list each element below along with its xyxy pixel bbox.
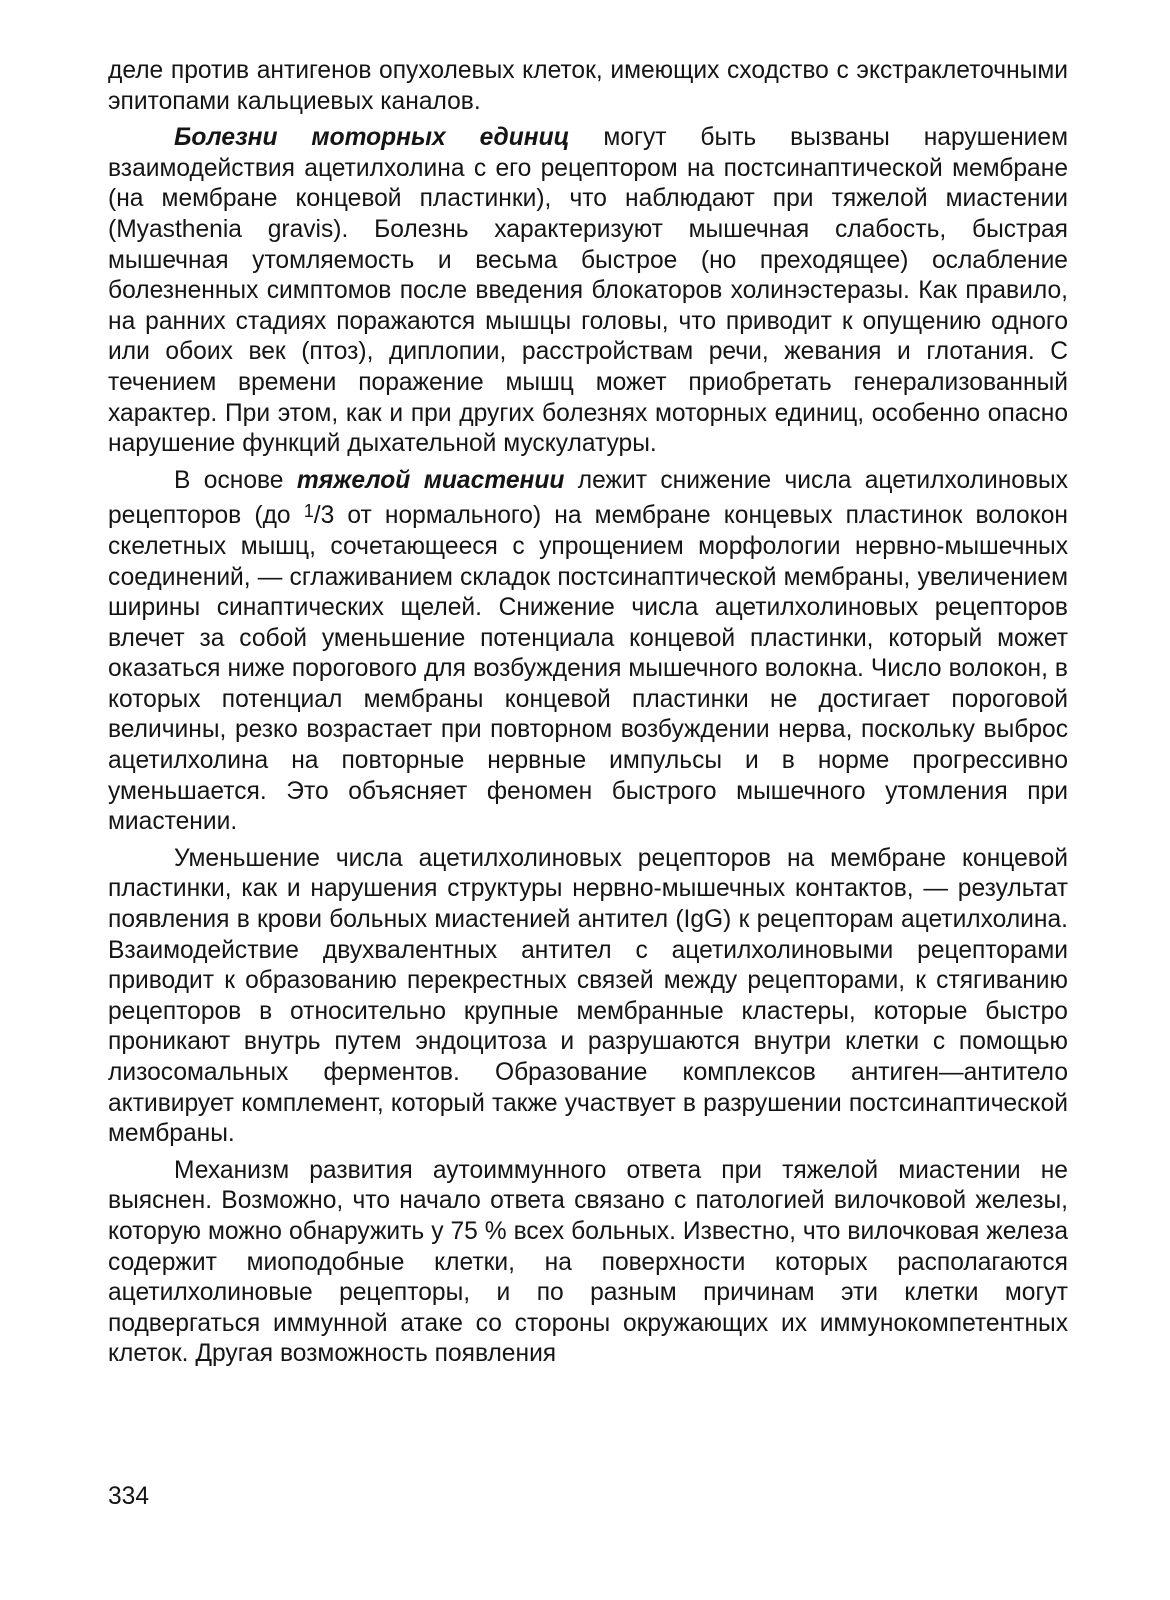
paragraph-continuation: [108, 56, 1068, 117]
paragraph-text: Механизм развития аутоиммунного ответа при тяжелой миастении не выяснен. Возможно, что начало ответа связано с патологией вилочковой железы, которую можно обнаружить у 75 % всех больных. Известно, что вилочковая железа содержит миоподобные клетки, на поверхности которых располагаются ацетилхолиновые рецепторы, и по разным причинам эти клетки могут подвергаться иммунной атаке со стороны окружающих их иммунокомпетентных клеток. Другая возможность появления: [108, 1156, 1068, 1368]
bold-term: Болезни моторных единиц: [174, 124, 570, 152]
paragraph-text: В основе: [174, 466, 297, 494]
fraction-numerator: 1: [303, 501, 314, 522]
paragraph-text: лежит снижение числа ацетилхолиновых рецепторов (до: [108, 466, 1068, 530]
paragraph-text: от нормального) на мембране концевых пластинок волокон скелетных мышц, сочетающееся с упрощением морфологии нервно-мышечных соединений, — сглаживанием складок постсинаптической мембраны, увеличением ширины синаптических щелей. Снижение числа ацетилхолиновых рецепторов влечет за собой уменьшение потенциала концевой пластинки, который может оказаться ниже порогового для возбуждения мышечного волокна. Число волокон, в которых потенциал мембраны концевой пластинки не достигает пороговой величины, резко возрастает при повторном возбуждении нерва, поскольку выброс ацетилхолина на повторные нервные импульсы и в норме прогрессивно уменьшается. Это объясняет феномен быстрого мышечного утомления при миастении.: [108, 502, 1069, 836]
paragraph-motor-unit-diseases: [108, 123, 1068, 460]
paragraph-text: могут быть вызваны нарушением взаимодействия ацетилхолина с его рецептором на постсинаптической мембране (на мембране концевой пластинки), что наблюдают при тяжелой миастении (Myasthenia gravis). Болезнь характеризуют мышечная слабость, быстрая мышечная утомляемость и весьма быстрое (но преходящее) ослабление болезненных симптомов после введения блокаторов холинэстеразы. Как правило, на ранних стадиях поражаются мышцы головы, что приводит к опущению одного или обоих век (птоз), диплопии, расстройствам речи, жевания и глотания. С течением времени поражение мышц может приобретать генерализованный характер. При этом, как и при других болезнях моторных единиц, особенно опасно нарушение функций дыхательной мускулатуры.: [108, 124, 1068, 458]
page-number: 334: [108, 1483, 150, 1510]
bold-term: тяжелой миастении: [296, 466, 565, 494]
paragraph-autoimmune-mechanism: [108, 1156, 1068, 1370]
page-body: [108, 56, 1068, 1376]
paragraph-receptor-reduction: [108, 844, 1068, 1150]
fraction-denominator: /3: [313, 502, 335, 530]
paragraph-text: деле против антигенов опухолевых клеток, имеющих сходство с экстраклеточными эпитопами кальциевых каналов.: [108, 57, 1068, 115]
paragraph-text: Уменьшение числа ацетилхолиновых рецепторов на мембране концевой пластинки, как и нарушения структуры нервно-мышечных контактов, — результат появления в крови больных миастенией антител (IgG) к рецепторам ацетилхолина. Взаимодействие двухвалентных антител с ацетилхолиновыми рецепторами приводит к образованию перекрестных связей между рецепторами, к стягиванию рецепторов в относительно крупные мембранные кластеры, которые быстро проникают внутрь путем эндоцитоза и разрушаются внутри клетки с помощью лизосомальных ферментов. Образование комплексов антиген—антитело активирует комплемент, который также участвует в разрушении постсинаптической мембраны.: [108, 844, 1068, 1148]
paragraph-myasthenia-basis: [108, 466, 1068, 838]
